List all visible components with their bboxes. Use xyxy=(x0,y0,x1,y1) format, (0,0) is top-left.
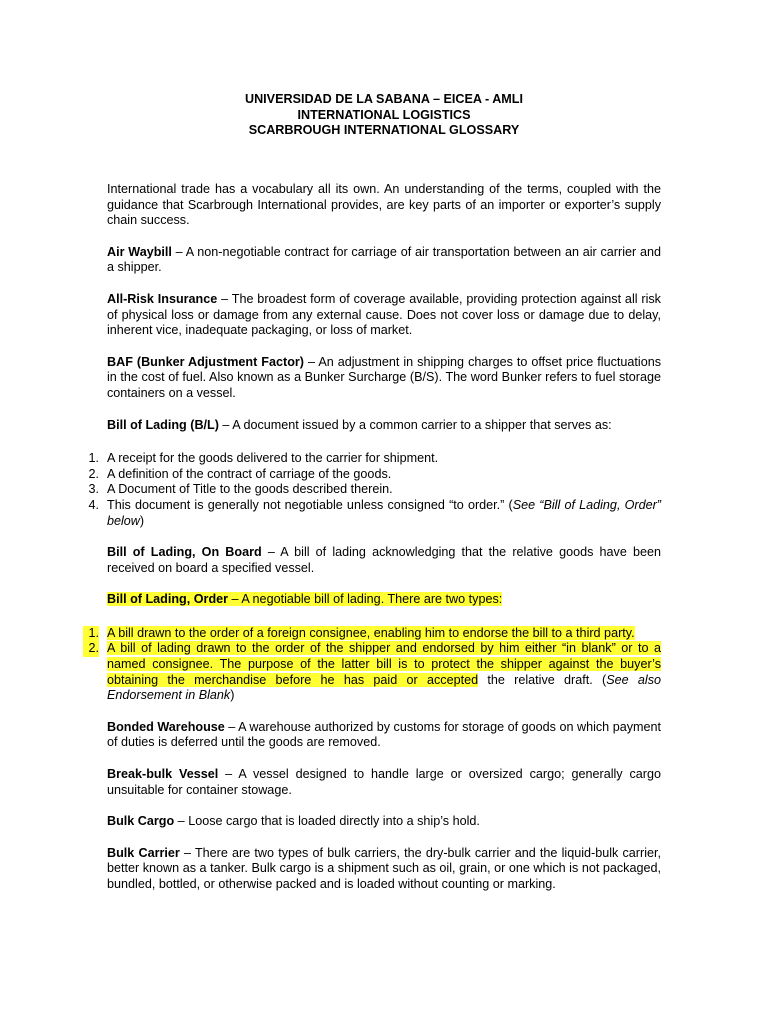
highlighted-entry xyxy=(107,592,502,606)
list-number: 1. xyxy=(88,451,99,466)
list-item-tail: ) xyxy=(139,513,145,528)
list-number: 3. xyxy=(88,482,99,497)
entry-bill-of-lading-order xyxy=(107,592,661,608)
cross-reference: See also Endorsement in Blank xyxy=(107,672,661,703)
list-item xyxy=(83,451,661,467)
entry-bill-of-lading xyxy=(107,418,661,434)
definition-bonded-warehouse: – A warehouse authorized by customs for storage of goods on which payment of duties is deferred until the goods are removed. xyxy=(107,719,661,750)
entry-bulk-cargo xyxy=(107,814,661,830)
definition-bulk-carrier: – There are two types of bulk carriers, the dry-bulk carrier and the liquid-bulk carrier, better known as a tanker. Bulk cargo is a shipment such as oil, grain, or one which is not packaged, bundled, bottled, or otherwise packed and is loaded without counting or marking. xyxy=(107,845,661,891)
term-bulk-carrier: Bulk Carrier xyxy=(107,845,180,860)
list-item xyxy=(83,482,661,498)
definition-bulk-cargo: – Loose cargo that is loaded directly into a ship’s hold. xyxy=(174,814,480,829)
term-air-waybill: Air Waybill xyxy=(107,244,172,259)
definition-break-bulk-vessel: – A vessel designed to handle large or oversized cargo; generally cargo unsuitable for container stowage. xyxy=(107,767,662,797)
glossary-body xyxy=(88,182,662,909)
list-number: 1. xyxy=(83,626,99,642)
entry-all-risk-insurance xyxy=(107,292,661,339)
list-item xyxy=(83,626,661,642)
entry-break-bulk-vessel xyxy=(107,767,661,798)
term-bill-of-lading-on-board: Bill of Lading, On Board xyxy=(107,545,262,560)
list-item-text: A bill of lading drawn to the order of the shipper and endorsed by him either “in blank” or to a named consignee. The purpose of the latter bill is to protect the shipper against the buyer’s obtaining the merchandise before he has paid or accepted xyxy=(107,641,661,687)
header-university: UNIVERSIDAD DE LA SABANA – EICEA - AMLI xyxy=(244,92,523,106)
list-item xyxy=(83,467,661,483)
term-break-bulk-vessel: Break-bulk Vessel xyxy=(107,767,219,782)
definition-bill-of-lading-on-board: – A bill of lading acknowledging that the relative goods have been received on board a specified vessel. xyxy=(107,545,661,575)
list-item xyxy=(83,498,661,529)
list-item xyxy=(83,641,661,703)
definition-bill-of-lading-order: – A negotiable bill of lading. There are two types: xyxy=(228,592,503,607)
term-bill-of-lading-order: Bill of Lading, Order xyxy=(107,592,229,607)
term-baf: BAF (Bunker Adjustment Factor) xyxy=(107,354,304,369)
term-bulk-cargo: Bulk Cargo xyxy=(107,814,175,829)
intro-paragraph: International trade has a vocabulary all its own. An understanding of the terms, coupled with the guidance that Scarbrough International provides, are key parts of an importer or exporter’s supply chain success. xyxy=(107,182,661,228)
entry-baf xyxy=(107,355,661,402)
list-item-tail: ) xyxy=(230,688,235,703)
list-item-text: A Document of Title to the goods described therein. xyxy=(107,482,393,497)
definition-air-waybill: – A non-negotiable contract for carriage of air transportation between an air carrier and a shipper. xyxy=(107,244,661,275)
cross-reference: See “Bill of Lading, Order” below xyxy=(107,497,661,528)
entry-bill-of-lading-on-board xyxy=(107,545,661,576)
definition-baf: – An adjustment in shipping charges to offset price fluctuations in the cost of fuel. Also known as a Bunker Surcharge (B/S). The word Bunker refers to fuel storage containers on a vessel. xyxy=(107,354,661,400)
entry-air-waybill xyxy=(107,245,661,276)
header-course: INTERNATIONAL LOGISTICS xyxy=(297,107,471,122)
entry-bonded-warehouse xyxy=(107,720,661,751)
header-glossary-title: SCARBROUGH INTERNATIONAL GLOSSARY xyxy=(248,123,520,137)
list-item-text: A definition of the contract of carriage of the goods. xyxy=(107,466,392,481)
term-bonded-warehouse: Bonded Warehouse xyxy=(107,719,225,734)
term-all-risk-insurance: All-Risk Insurance xyxy=(107,291,218,306)
list-item-plain: the relative draft. ( xyxy=(478,672,607,687)
list-number: 4. xyxy=(88,497,99,512)
definition-all-risk-insurance: – The broadest form of coverage available, providing protection against all risk of physical loss or damage from any external cause. Does not cover loss or damage due to delay, inherent vice, inadequate packaging, or loss of market. xyxy=(107,291,661,338)
list-number: 2. xyxy=(88,466,99,481)
definition-bill-of-lading: – A document issued by a common carrier to a shipper that serves as: xyxy=(218,417,612,432)
list-item-text: A bill drawn to the order of a foreign consignee, enabling him to endorse the bill to a third party. xyxy=(107,625,635,640)
bill-of-lading-order-list xyxy=(83,626,661,704)
bill-of-lading-list xyxy=(83,451,661,529)
entry-bulk-carrier xyxy=(107,846,661,893)
term-bill-of-lading: Bill of Lading (B/L) xyxy=(107,417,219,432)
list-number: 2. xyxy=(83,641,99,657)
document-header xyxy=(0,92,768,139)
list-item-text: This document is generally not negotiable unless consigned “to order.” ( xyxy=(107,497,513,512)
list-item-text: A receipt for the goods delivered to the carrier for shipment. xyxy=(107,451,439,466)
